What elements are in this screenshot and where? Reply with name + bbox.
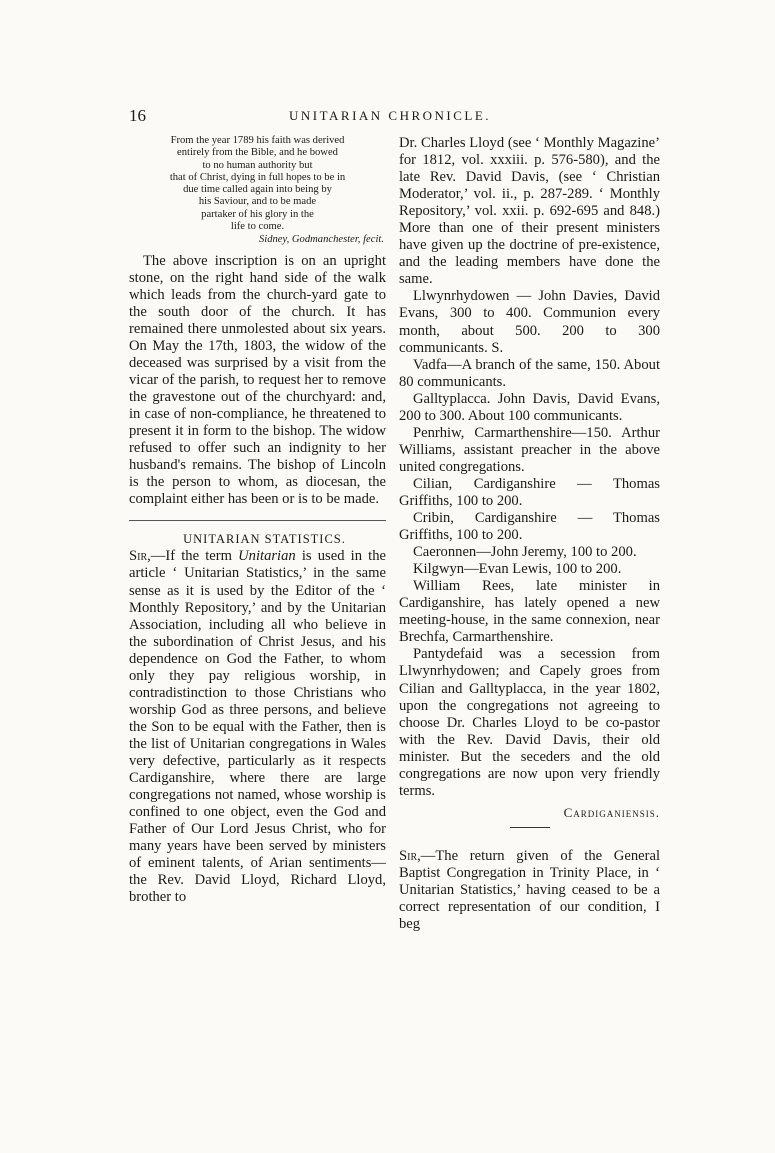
congregation-entry: William Rees, late minister in Cardiganshire, has lately opened a new meeting-house, in the same connexion, near Brechfa, Carmarthenshire. [399,578,660,646]
congregation-entry: Cribin, Cardiganshire — Thomas Griffiths, 100 to 200. [399,510,660,544]
inscription-line: to no human authority but [202,159,313,171]
salutation: Sir, [129,548,151,565]
inscription-line: that of Christ, dying in full hopes to be in [169,171,346,183]
italic-term: Unitarian [238,548,296,565]
second-letter-text: —The return given of the General Baptist Congregation in Trinity Place, in ‘ Unitarian Statistics,’ having ceased to be a correct representation of our condition, I beg [399,847,660,933]
inscription [129,135,386,247]
congregation-entry: Pantydefaid was a secession from Llwynrhydowen; and Capely groes from Cilian and Galltyplacca, in the year 1802, upon the congregations not agreeing to choose Dr. Charles Lloyd to be co-pastor with the Rev. David Davis, their old minister. But the seceders and the old congregations are now upon very friendly terms. [399,646,660,799]
inscription-line: From the year 1789 his faith was derived [170,135,345,146]
right-column [399,135,660,933]
inscription-line: due time called again into being by [183,184,332,196]
congregation-entry: Caeronnen—John Jeremy, 100 to 200. [413,544,637,561]
inscription-line: his Saviour, and to be made [198,196,317,208]
left-column [129,135,386,906]
continuation-paragraph: Dr. Charles Lloyd (see ‘ Monthly Magazine’ for 1812, vol. xxxiii. p. 576-580), and the late Rev. David Davis, (see ‘ Christian Moderator,’ vol. ii., p. 287-289. ‘ Monthly Repository,’ vol. xxii. p. 692-695 and 848.) More than one of their present ministers have given up the doctrine of pre-existence, and the leading members have done the same. [399,135,660,288]
inscription-commentary: The above inscription is on an upright stone, on the right hand side of the walk which leads from the church-yard gate to the south door of the church. It has remained there unmolested about six years. On May the 17th, 1803, the widow of the deceased was surprised by a visit from the vicar of the parish, to request her to remove the gravestone out of the churchyard: and, in case of non-compliance, he threatened to present it in form to the bishop. The widow refused to offer such an indignity to her husband's remains. The bishop of Lincoln is the person to whom, as diocesan, the complaint either has been or is to be made. [129,252,386,508]
page-header [129,106,669,130]
congregation-entry: Llwynrhydowen — John Davies, David Evans, 300 to 400. Communion every month, about 500. 200 to 300 communicants. S. [399,288,660,356]
running-head: UNITARIAN CHRONICLE. [289,108,492,123]
congregation-entry: Vadfa—A branch of the same, 150. About 80 communicants. [399,356,660,390]
letter-signature: Cardiganiensis. [563,804,660,820]
inscription-signature: Sidney, Godmanchester, fecit. [258,234,384,246]
letter-text-b: is used in the article ‘ Unitarian Statistics,’ in the same sense as it is used by the Editor of the ‘ Monthly Repository,’ and by the Unitarian Association, including all who believe in the subordination of Christ Jesus, and his dependence on God the Father, to whom only they pay religious worship, in contradistinction to those Christians who worship God as three persons, and believe the Son to be equal with the Father, then is the list of Unitarian congregations in Wales very defective, particularly as it respects Cardiganshire, where there are large congregations not named, whose worship is confined to one object, even the God and Father of Our Lord Jesus Christ, who for many years have been served by ministers of eminent talents, of Arian sentiments—the Rev. David Lloyd, Richard Lloyd, brother to [129,548,386,906]
congregation-entry: Galltyplacca. John Davis, David Evans, 200 to 300. About 100 communicants. [399,390,660,424]
letter-opening [129,548,386,906]
inscription-line: life to come. [230,221,285,233]
salutation: Sir, [399,847,421,864]
short-divider [510,827,550,828]
page-number: 16 [129,106,146,125]
letter-text-a: —If the term [150,548,239,565]
inscription-line: entirely from the Bible, and he bowed [177,147,338,159]
section-divider [129,520,386,521]
congregation-entry: Kilgwyn—Evan Lewis, 100 to 200. [413,561,622,578]
section-title: UNITARIAN STATISTICS. [183,532,346,547]
congregation-entry: Cilian, Cardiganshire — Thomas Griffiths, 100 to 200. [399,475,660,509]
inscription-line: partaker of his glory in the [201,208,314,220]
second-letter-opening [399,848,660,933]
congregation-entry: Penrhiw, Carmarthenshire—150. Arthur Williams, assistant preacher in the above united congregations. [399,424,660,475]
